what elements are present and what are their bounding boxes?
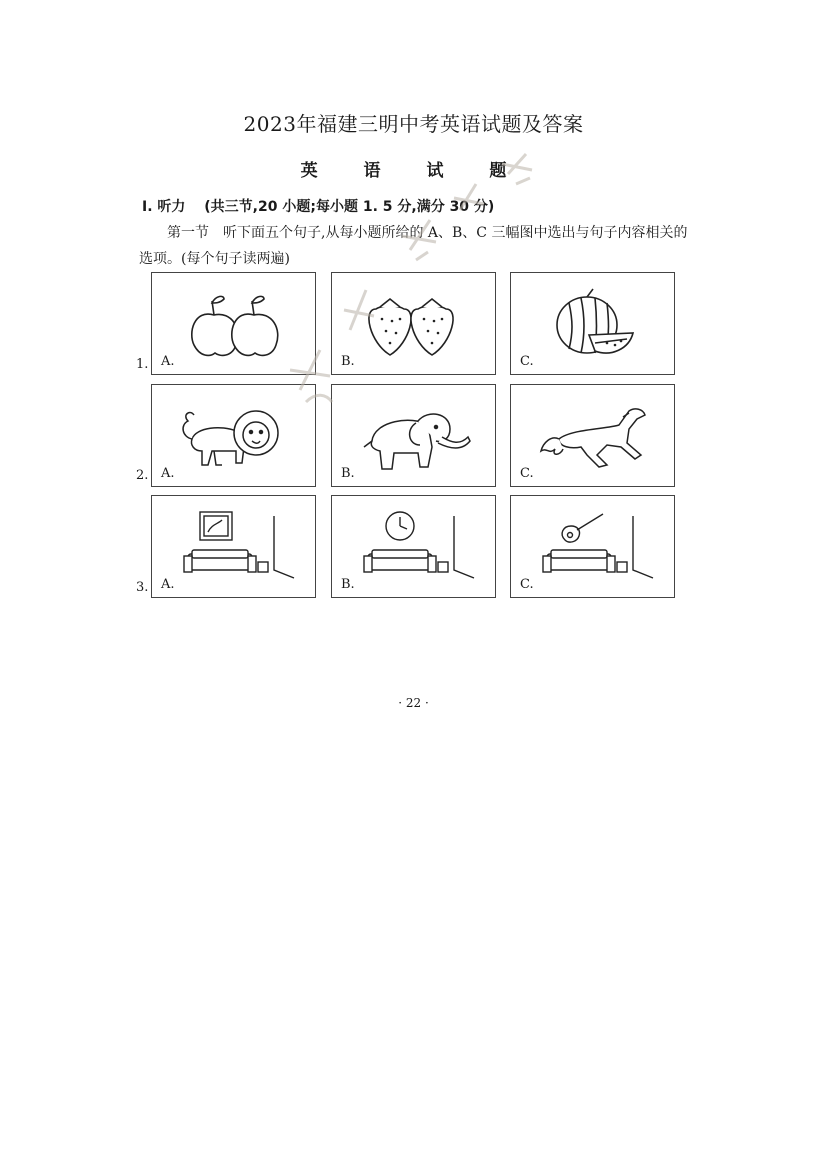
option-label: B. — [341, 354, 355, 369]
horse-icon — [511, 385, 676, 488]
option-box-2c[interactable] — [510, 384, 675, 487]
document-title: 2023年福建三明中考英语试题及答案 — [243, 112, 584, 136]
option-label: A. — [161, 466, 175, 481]
option-box-1a[interactable] — [151, 272, 316, 375]
sofa-with-clock-icon — [332, 496, 497, 599]
option-box-2a[interactable] — [151, 384, 316, 487]
lion-icon — [152, 385, 317, 488]
question-number: 2. — [136, 468, 149, 483]
elephant-icon — [332, 385, 497, 488]
option-label: C. — [520, 577, 534, 592]
option-box-3a[interactable] — [151, 495, 316, 598]
page-number: · 22 · — [398, 696, 429, 710]
option-label: C. — [520, 354, 534, 369]
option-box-3b[interactable] — [331, 495, 496, 598]
question-number: 1. — [136, 357, 149, 372]
exam-subtitle: 英 语 试 题 — [300, 161, 527, 181]
option-box-1c[interactable] — [510, 272, 675, 375]
two-strawberries-icon — [332, 273, 497, 376]
option-label: C. — [520, 466, 534, 481]
watermelon-icon — [511, 273, 676, 376]
instruction-text: 第一节 听下面五个句子,从每小题所给的 A、B、C 三幅图中选出与句子内容相关的选项。(每个句子读两遍) — [139, 225, 688, 267]
section-detail: (共三节,20 小题;每小题 1. 5 分,满分 30 分) — [204, 199, 495, 215]
sofa-with-picture-icon — [152, 496, 317, 599]
sofa-with-guitar-icon — [511, 496, 676, 599]
option-box-2b[interactable] — [331, 384, 496, 487]
option-label: B. — [341, 577, 355, 592]
option-label: A. — [161, 354, 175, 369]
section-label: Ⅰ. 听力 — [142, 199, 186, 215]
question-number: 3. — [136, 580, 149, 595]
option-box-3c[interactable] — [510, 495, 675, 598]
section-heading — [142, 196, 494, 216]
option-box-1b[interactable] — [331, 272, 496, 375]
option-label: A. — [161, 577, 175, 592]
two-apples-icon — [152, 273, 317, 376]
option-label: B. — [341, 466, 355, 481]
